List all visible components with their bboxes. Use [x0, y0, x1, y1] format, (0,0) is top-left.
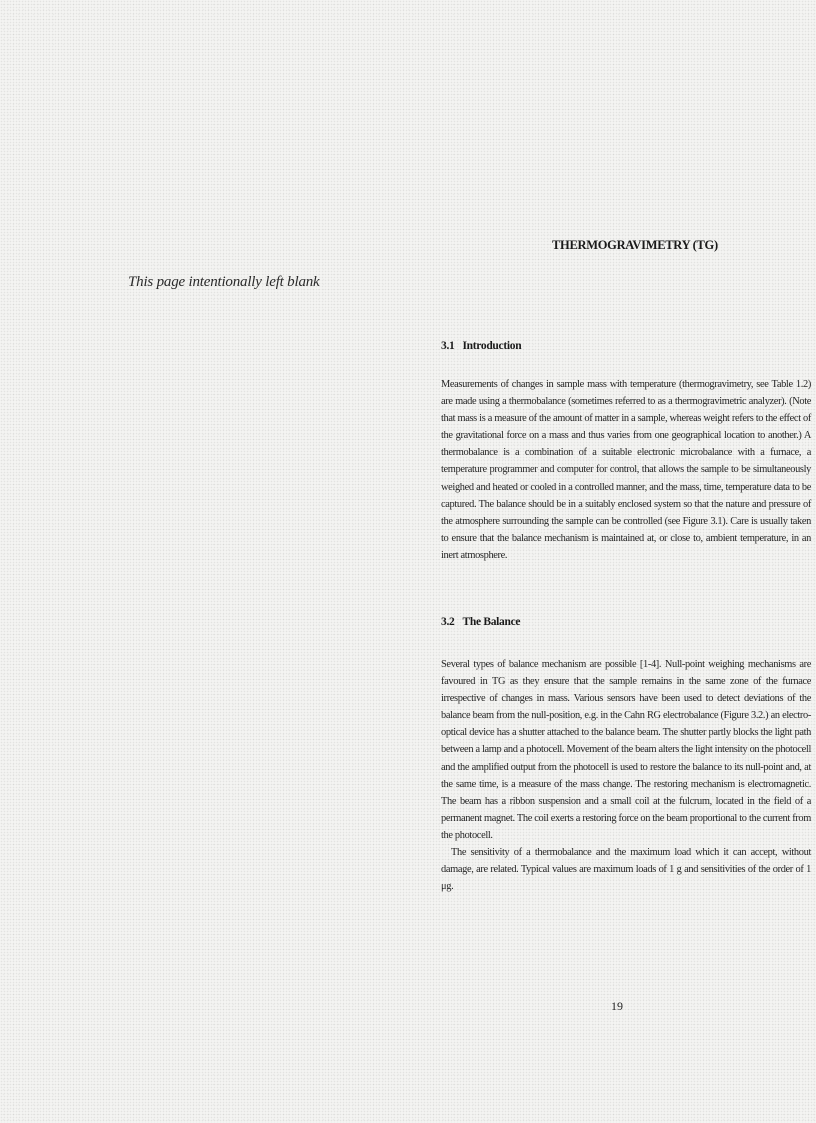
paragraph: The sensitivity of a thermobalance and the maximum load which it can accept, without damage, are related. Typical values are maximum loads of 1 g and sensitivities of the order of 1 μg.: [441, 847, 811, 893]
section-title: Introduction: [462, 340, 522, 352]
balance-body: [441, 656, 811, 895]
page-number: 19: [611, 999, 623, 1013]
introduction-body: [441, 376, 811, 564]
section-heading-introduction: [441, 340, 521, 352]
section-number: 3.1: [441, 340, 455, 352]
paragraph: Measurements of changes in sample mass with temperature (thermogravimetry, see Table 1.2) are made using a thermobalance (sometimes referred to as a thermogravimetric analyzer). (Note that mass is a measure of the amount of matter in a sample, whereas weight refers to the effect of the gravitational force on a mass and thus varies from one geographical location to another.) A thermobalance is a combination of a suitable electronic microbalance with a furnace, a temperature programmer and computer for control, that allows the sample to be simultaneously weighed and heated or cooled in a controlled manner, and the mass, time, temperature data to be captured. The balance should be in a suitably enclosed system so that the nature and pressure of the atmosphere surrounding the sample can be controlled (see Figure 3.1). Care is usually taken to ensure that the balance mechanism is maintained at, or close to, ambient temperature, in an inert atmosphere.: [441, 379, 811, 561]
chapter-title: THERMOGRAVIMETRY (TG): [552, 238, 718, 252]
section-heading-balance: [441, 616, 520, 628]
section-title: The Balance: [462, 616, 521, 628]
paragraph: Several types of balance mechanism are possible [1-4]. Null-point weighing mechanisms are favoured in TG as they ensure that the sample remains in the same zone of the furnace irrespective of changes in mass. Various sensors have been used to detect deviations of the balance beam from the null-position, e.g. in the Cahn RG electrobalance (Figure 3.2.) an electro-optical device has a shutter attached to the balance beam. The shutter partly blocks the light path between a lamp and a photocell. Movement of the beam alters the light intensity on the photocell and the amplified output from the photocell is used to restore the balance to its null-point and, at the same time, is a measure of the mass change. The restoring mechanism is electromagnetic. The beam has a ribbon suspension and a small coil at the fulcrum, located in the field of a permanent magnet. The coil exerts a restoring force on the beam proportional to the current from the photocell.: [441, 659, 811, 841]
section-number: 3.2: [441, 616, 455, 628]
blank-page-note: This page intentionally left blank: [128, 274, 320, 290]
